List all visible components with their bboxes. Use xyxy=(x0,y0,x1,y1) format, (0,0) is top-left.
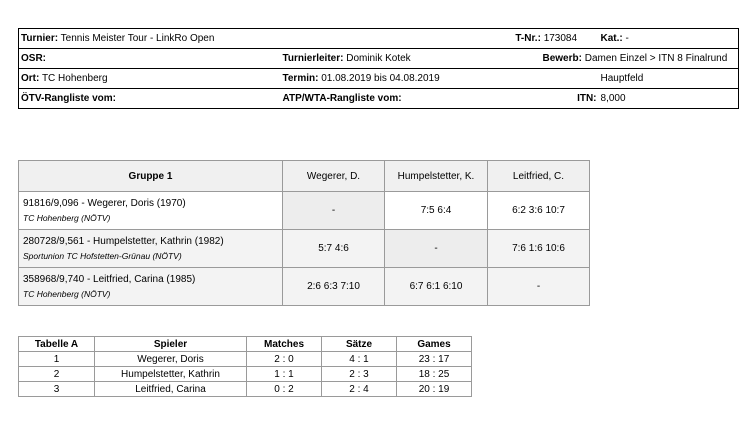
match-result: 2:6 6:3 7:10 xyxy=(283,268,385,306)
standings-row xyxy=(19,382,472,397)
match-result: 7:5 6:4 xyxy=(385,192,488,230)
sets: 2 : 3 xyxy=(322,367,397,382)
info-row-ort xyxy=(19,69,739,89)
standings-col-header: Matches xyxy=(247,337,322,352)
match-result: 7:6 1:6 10:6 xyxy=(488,230,590,268)
player-club: TC Hohenberg (NÖTV) xyxy=(23,212,111,223)
player-entry: 280728/9,561 - Humpelstetter, Kathrin (1982) xyxy=(23,235,224,247)
info-row-rangliste xyxy=(19,89,739,109)
turnierleiter-label: Turnierleiter: xyxy=(282,53,344,64)
rank: 1 xyxy=(19,352,95,367)
matches: 2 : 0 xyxy=(247,352,322,367)
player-entry: 358968/9,740 - Leitfried, Carina (1985) xyxy=(23,273,196,285)
rank: 3 xyxy=(19,382,95,397)
games: 20 : 19 xyxy=(397,382,472,397)
tnr-label: T-Nr.: xyxy=(515,33,541,44)
kat-value: - xyxy=(625,33,629,44)
itn-label: ITN: xyxy=(577,93,597,104)
standings-row xyxy=(19,367,472,382)
standings-header-row xyxy=(19,337,472,352)
turnierleiter-value: Dominik Kotek xyxy=(346,53,411,64)
termin-label: Termin: xyxy=(282,73,319,84)
oetv-rangliste-label: ÖTV-Rangliste vom: xyxy=(21,93,117,104)
group-col-header: Leitfried, C. xyxy=(488,161,590,192)
player-entry: 91816/9,096 - Wegerer, Doris (1970) xyxy=(23,197,186,209)
termin-value: 01.08.2019 bis 04.08.2019 xyxy=(321,73,440,84)
games: 18 : 25 xyxy=(397,367,472,382)
player-club: TC Hohenberg (NÖTV) xyxy=(23,288,111,299)
atp-rangliste-label: ATP/WTA-Rangliste vom: xyxy=(282,93,402,104)
info-row-osr xyxy=(19,49,739,69)
player-name: Humpelstetter, Kathrin xyxy=(95,367,247,382)
platz-value: Hauptfeld xyxy=(600,73,644,84)
match-result: 6:2 3:6 10:7 xyxy=(488,192,590,230)
bewerb-label: Bewerb: xyxy=(542,53,582,64)
group-row xyxy=(19,192,590,230)
standings-col-header: Spieler xyxy=(95,337,247,352)
group-col-header: Wegerer, D. xyxy=(283,161,385,192)
sets: 4 : 1 xyxy=(322,352,397,367)
standings-table xyxy=(18,336,472,397)
games: 23 : 17 xyxy=(397,352,472,367)
group-title: Gruppe 1 xyxy=(19,161,283,192)
player-name: Leitfried, Carina xyxy=(95,382,247,397)
itn-value: 8,000 xyxy=(600,93,626,104)
tournament-info-table xyxy=(18,28,739,109)
standings-col-header: Tabelle A xyxy=(19,337,95,352)
rank: 2 xyxy=(19,367,95,382)
ort-label: Ort: xyxy=(21,73,40,84)
kat-label: Kat.: xyxy=(600,33,623,44)
match-result: - xyxy=(283,192,385,230)
osr-label: OSR: xyxy=(21,53,46,64)
standings-col-header: Games xyxy=(397,337,472,352)
match-result: 6:7 6:1 6:10 xyxy=(385,268,488,306)
group-row xyxy=(19,230,590,268)
standings-col-header: Sätze xyxy=(322,337,397,352)
matches: 0 : 2 xyxy=(247,382,322,397)
bewerb-value: Damen Einzel > ITN 8 Finalrund xyxy=(584,53,728,64)
tnr-value: 173084 xyxy=(543,33,578,44)
turnier-label: Turnier: xyxy=(21,33,59,44)
group-col-header: Humpelstetter, K. xyxy=(385,161,488,192)
info-row-turnier xyxy=(19,29,739,49)
group-header-row xyxy=(19,161,590,192)
turnier-value: Tennis Meister Tour - LinkRo Open xyxy=(60,33,215,44)
ort-value: TC Hohenberg xyxy=(41,73,108,84)
sets: 2 : 4 xyxy=(322,382,397,397)
group-row xyxy=(19,268,590,306)
match-result: - xyxy=(488,268,590,306)
player-club: Sportunion TC Hofstetten-Grünau (NÖTV) xyxy=(23,250,182,261)
player-name: Wegerer, Doris xyxy=(95,352,247,367)
standings-row xyxy=(19,352,472,367)
match-result: - xyxy=(385,230,488,268)
match-result: 5:7 4:6 xyxy=(283,230,385,268)
matches: 1 : 1 xyxy=(247,367,322,382)
group-results-table xyxy=(18,160,590,306)
